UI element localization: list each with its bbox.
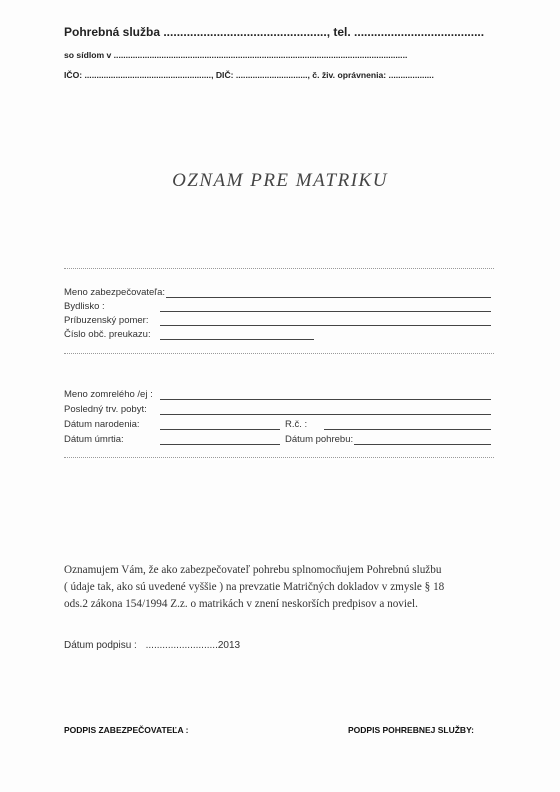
header-line-ids: IČO: ....................................................., DIČ: .............................., č. živ. oprávnenia: ................... xyxy=(64,70,434,80)
field-datum-umrtia[interactable] xyxy=(160,444,280,445)
signature-label-zabezpecovatel: PODPIS ZABEZPEČOVATEĽA : xyxy=(64,725,189,735)
field-meno-zabezpecovatela[interactable] xyxy=(166,297,491,298)
label-posledny-pobyt: Posledný trv. pobyt: xyxy=(64,404,147,415)
label-datum-umrtia: Dátum úmrtia: xyxy=(64,434,124,445)
page-title: OZNAM PRE MATRIKU xyxy=(172,170,388,191)
signature-label-pohrebna-sluzba: PODPIS POHREBNEJ SLUŽBY: xyxy=(348,725,474,735)
label-datum-narodenia: Dátum narodenia: xyxy=(64,419,140,430)
field-bydlisko[interactable] xyxy=(160,311,491,312)
label-meno-zabezpecovatela: Meno zabezpečovateľa: xyxy=(64,287,166,298)
field-datum-pohrebu[interactable] xyxy=(354,444,491,445)
field-pribuzensky-pomer[interactable] xyxy=(160,325,491,326)
paragraph-line: ods.2 zákona 154/1994 Z.z. o matrikách v znení neskorších predpisov a noviel. xyxy=(64,598,418,610)
authorization-paragraph xyxy=(64,562,504,613)
field-datum-narodenia[interactable] xyxy=(160,429,280,430)
signature-date-year: 2013 xyxy=(217,640,241,651)
label-datum-pohrebu: Dátum pohrebu: xyxy=(285,434,354,445)
label-cislo-preukazu: Číslo obč. preukazu: xyxy=(64,329,151,340)
field-cislo-preukazu[interactable] xyxy=(160,339,314,340)
divider xyxy=(64,353,494,354)
label-bydlisko: Bydlisko : xyxy=(64,301,105,312)
field-meno-zomreleho[interactable] xyxy=(160,399,491,400)
field-rodne-cislo[interactable] xyxy=(324,429,491,430)
label-meno-zomreleho: Meno zomrelého /ej : xyxy=(64,389,153,400)
paragraph-line: ( údaje tak, ako sú uvedené vyššie ) na prevzatie Matričných dokladov v zmysle § 18 xyxy=(64,581,445,593)
label-rodne-cislo: R.č. : xyxy=(285,419,308,430)
signature-date-label: Dátum podpisu : xyxy=(64,640,137,651)
field-posledny-pobyt[interactable] xyxy=(160,414,491,415)
divider xyxy=(64,457,494,458)
paragraph-line: Oznamujem Vám, že ako zabezpečovateľ pohrebu splnomocňujem Pohrebnú službu xyxy=(64,564,442,576)
divider xyxy=(64,268,494,269)
header-line-company: Pohrebná služba ................................................., tel. ....................................... xyxy=(64,25,485,39)
label-pribuzensky-pomer: Príbuzenský pomer: xyxy=(64,315,149,326)
header-line-address: so sídlom v ........................................................................................................................... xyxy=(64,50,408,60)
signature-date xyxy=(64,640,240,651)
signature-date-field[interactable]: .......................... xyxy=(145,640,218,651)
